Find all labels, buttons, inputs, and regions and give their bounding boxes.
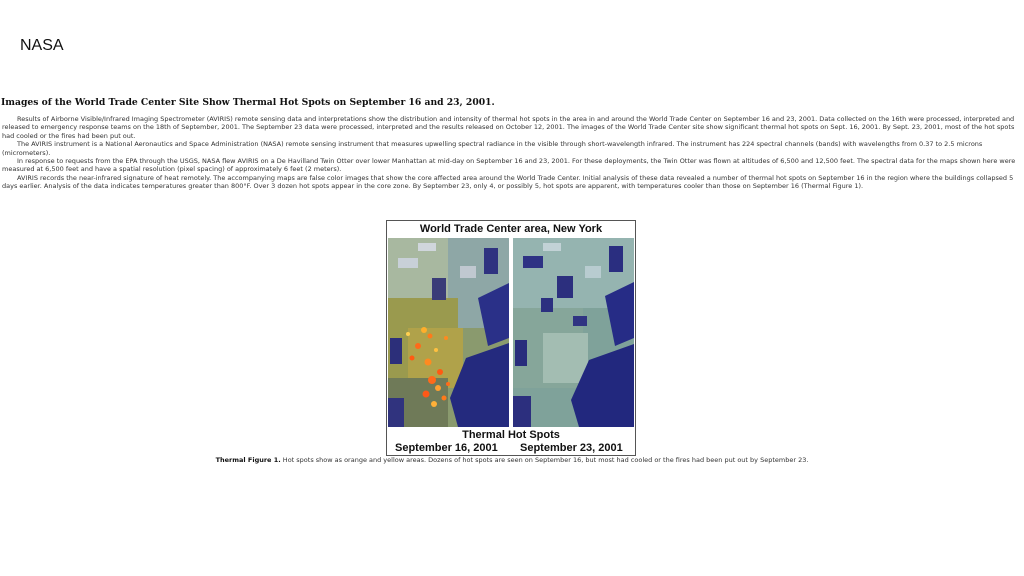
figure-date-right: September 23, 2001	[520, 442, 623, 454]
figure-subtitle: Thermal Hot Spots	[462, 429, 560, 441]
paragraph-aviris-results: Results of Airborne Visible/Infrared Imaging Spectrometer (AVIRIS) remote sensing data and interpretations show the distribution and intensity of thermal hot spots in the area in and around the World Trade Center on September 16 and 23, 2001. Data collected on the 16th were processed, interpreted and released to emergency response teams on the 18th of September, 2001. The September 23 data were processed, interpreted and the results released on October 12, 2001. The images of the World Trade Center site show significant thermal hot spots on Sept. 16, 2001. By Sept. 23, 2001, most of the hot spots had cooled or the fires had been put out.	[2, 115, 1015, 140]
article-body	[0, 115, 1024, 191]
map-september-16-image	[388, 238, 509, 427]
slide-title: NASA	[20, 37, 64, 54]
figure-caption	[0, 456, 1024, 464]
figure-title: World Trade Center area, New York	[419, 223, 603, 235]
thermal-figure	[386, 220, 636, 456]
figure-date-left: September 16, 2001	[395, 442, 498, 454]
caption-text: Hot spots show as orange and yellow areas. Dozens of hot spots are seen on September 16, but most had cooled or the fires had been put out by September 23.	[280, 456, 809, 464]
article-headline: Images of the World Trade Center Site Show Thermal Hot Spots on September 16 and 23, 2001.	[1, 97, 495, 108]
article	[0, 97, 1024, 191]
map-september-23-image	[513, 238, 634, 427]
paragraph-deployment: In response to requests from the EPA through the USGS, NASA flew AVIRIS on a De Havilland Twin Otter over lower Manhattan at mid-day on September 16 and 23, 2001. For these deployments, the Twin Otter was flown at altitudes of 6,500 and 12,500 feet. The spectral data for the maps shown here were measured at 6,500 feet and have a spatial resolution (pixel spacing) of approximately 6 feet (2 meters).	[2, 157, 1016, 174]
caption-label: Thermal Figure 1.	[215, 456, 281, 464]
paragraph-thermal-analysis: AVIRIS records the near-infrared signature of heat remotely. The accompanying maps are false color images that show the core affected area around the World Trade Center. Initial analysis of these data revealed a number of thermal hot spots on September 16 in the region where the buildings collapsed 5 days earlier. Analysis of the data indicates temperatures greater than 800°F. Over 3 dozen hot spots appear in the core zone. By September 23, only 4, or possibly 5, hot spots are apparent, with temperatures cooler than those on September 16 (Thermal Figure 1).	[2, 173, 1014, 191]
paragraph-instrument: The AVIRIS instrument is a National Aeronautics and Space Administration (NASA) remote sensing instrument that measures upwelling spectral radiance in the visible through short-wavelength infrared. The instrument has 224 spectral channels (bands) with wavelengths from 0.37 to 2.5 microns (micrometers).	[2, 140, 983, 157]
